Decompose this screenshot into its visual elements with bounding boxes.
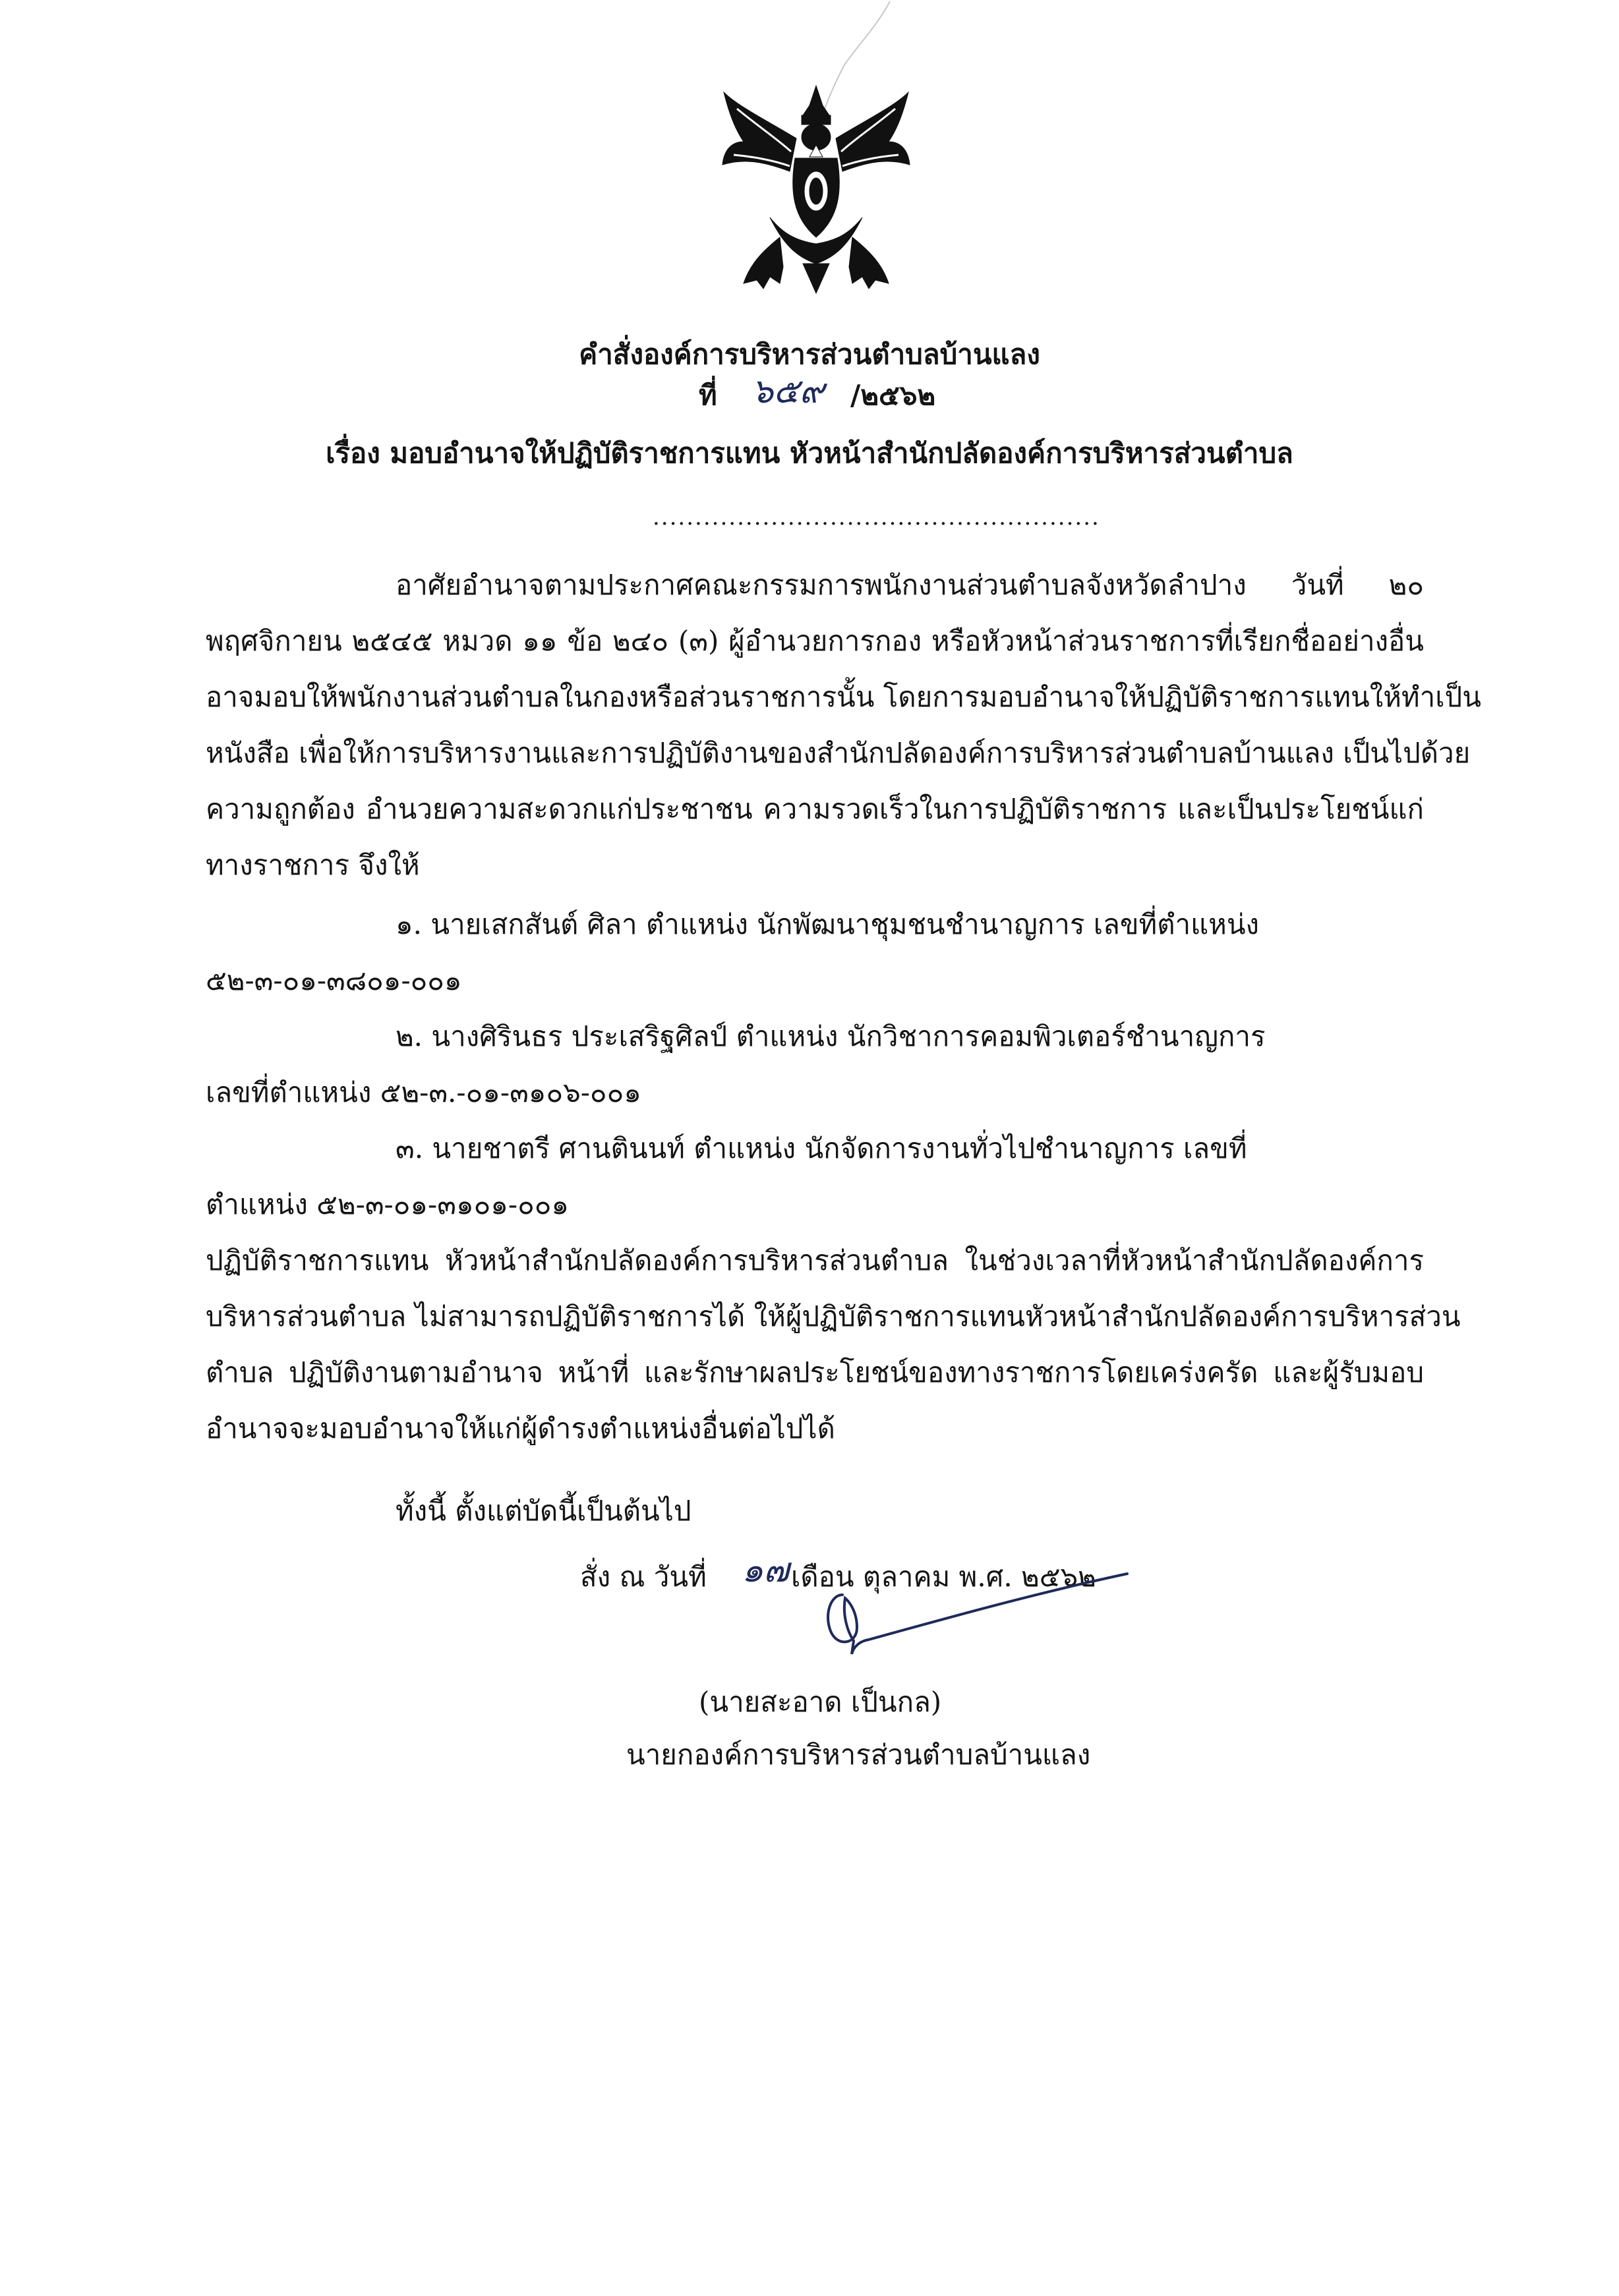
- date-rest: เดือน ตุลาคม พ.ศ. ๒๕๖๒: [791, 1561, 1096, 1593]
- date-prefix: สั่ง ณ วันที่: [580, 1561, 707, 1593]
- duty-line-3: ตำบล ปฏิบัติงานตามอำนาจ หน้าที่ และรักษาผลประโยชน์ของทางราชการโดยเคร่งครัด และผู้รับมอบ: [206, 1356, 1424, 1389]
- duty-line-2: บริหารส่วนตำบล ไม่สามารถปฏิบัติราชการได้ ให้ผู้ปฏิบัติราชการแทนหัวหน้าสำนักปลัดองค์การบริหารส่วน: [206, 1300, 1461, 1333]
- person-2-line-2: เลขที่ตำแหน่ง ๕๒-๓.-๐๑-๓๑๐๖-๐๐๑: [206, 1076, 641, 1108]
- order-title: คำสั่งองค์การบริหารส่วนตำบลบ้านแลง: [579, 338, 1040, 370]
- intro-line-5: ความถูกต้อง อำนวยความสะดวกแก่ประชาชน ความรวดเร็วในการปฏิบัติราชการ และเป็นประโยชน์แก่: [206, 793, 1424, 825]
- signature: [791, 1568, 1134, 1667]
- person-1-line-1: ๑. นายเสกสันต์ ศิลา ตำแหน่ง นักพัฒนาชุมชนชำนาญการ เลขที่ตำแหน่ง: [396, 908, 1260, 940]
- duty-line-1: ปฏิบัติราชการแทน หัวหน้าสำนักปลัดองค์การบริหารส่วนตำบล ในช่วงเวลาที่หัวหน้าสำนักปลัดองค์การ: [206, 1244, 1424, 1277]
- intro-line-1: อาศัยอำนาจตามประกาศคณะกรรมการพนักงานส่วนตำบลจังหวัดลำปาง วันที่ ๒๐: [396, 569, 1424, 601]
- intro-line-3: อาจมอบให้พนักงานส่วนตำบลในกองหรือส่วนราชการนั้น โดยการมอบอำนาจให้ปฏิบัติราชการแทนให้ทำเป็น: [206, 681, 1481, 713]
- signatory-position: นายกองค์การบริหารส่วนตำบลบ้านแลง: [626, 1738, 1091, 1771]
- order-number-prefix: ที่: [699, 379, 717, 411]
- separator-dots: .....................................................: [653, 504, 1100, 531]
- person-1-line-2: ๕๒-๓-๐๑-๓๘๐๑-๐๐๑: [206, 964, 462, 996]
- intro-line-4: หนังสือ เพื่อให้การบริหารงานและการปฏิบัติงานของสำนักปลัดองค์การบริหารส่วนตำบลบ้านแลง เป็นไปด้วย: [206, 737, 1471, 769]
- signatory-name: (นายสะอาด เป็นกล): [699, 1686, 942, 1718]
- duty-line-4: อำนาจจะมอบอำนาจให้แก่ผู้ดำรงตำแหน่งอื่นต่อไปได้: [206, 1412, 835, 1445]
- order-subject: เรื่อง มอบอำนาจให้ปฏิบัติราชการแทน หัวหน้าสำนักปลัดองค์การบริหารส่วนตำบล: [326, 437, 1293, 469]
- person-3-line-2: ตำแหน่ง ๕๒-๓-๐๑-๓๑๐๑-๐๐๑: [206, 1188, 570, 1220]
- effective-statement: ทั้งนี้ ตั้งแต่บัดนี้เป็นต้นไป: [396, 1495, 692, 1527]
- intro-line-2: พฤศจิกายน ๒๕๔๕ หมวด ๑๑ ข้อ ๒๔๐ (๓) ผู้อำนวยการกอง หรือหัวหน้าส่วนราชการที่เรียกชื่ออย่างอื่น: [206, 625, 1424, 657]
- intro-line-6: ทางราชการ จึงให้: [206, 849, 420, 881]
- order-number-suffix: /๒๕๖๒: [850, 379, 936, 411]
- date-day-handwritten: ๑๗: [742, 1551, 790, 1590]
- order-number-handwritten: ๖๕๙: [751, 372, 825, 411]
- person-2-line-1: ๒. นางศิรินธร ประเสริฐศิลป์ ตำแหน่ง นักวิชาการคอมพิวเตอร์ชำนาญการ: [396, 1020, 1266, 1052]
- person-3-line-1: ๓. นายชาตรี ศานตินนท์ ตำแหน่ง นักจัดการงานทั่วไปชำนาญการ เลขที่: [396, 1132, 1247, 1164]
- garuda-emblem-icon: [717, 79, 915, 297]
